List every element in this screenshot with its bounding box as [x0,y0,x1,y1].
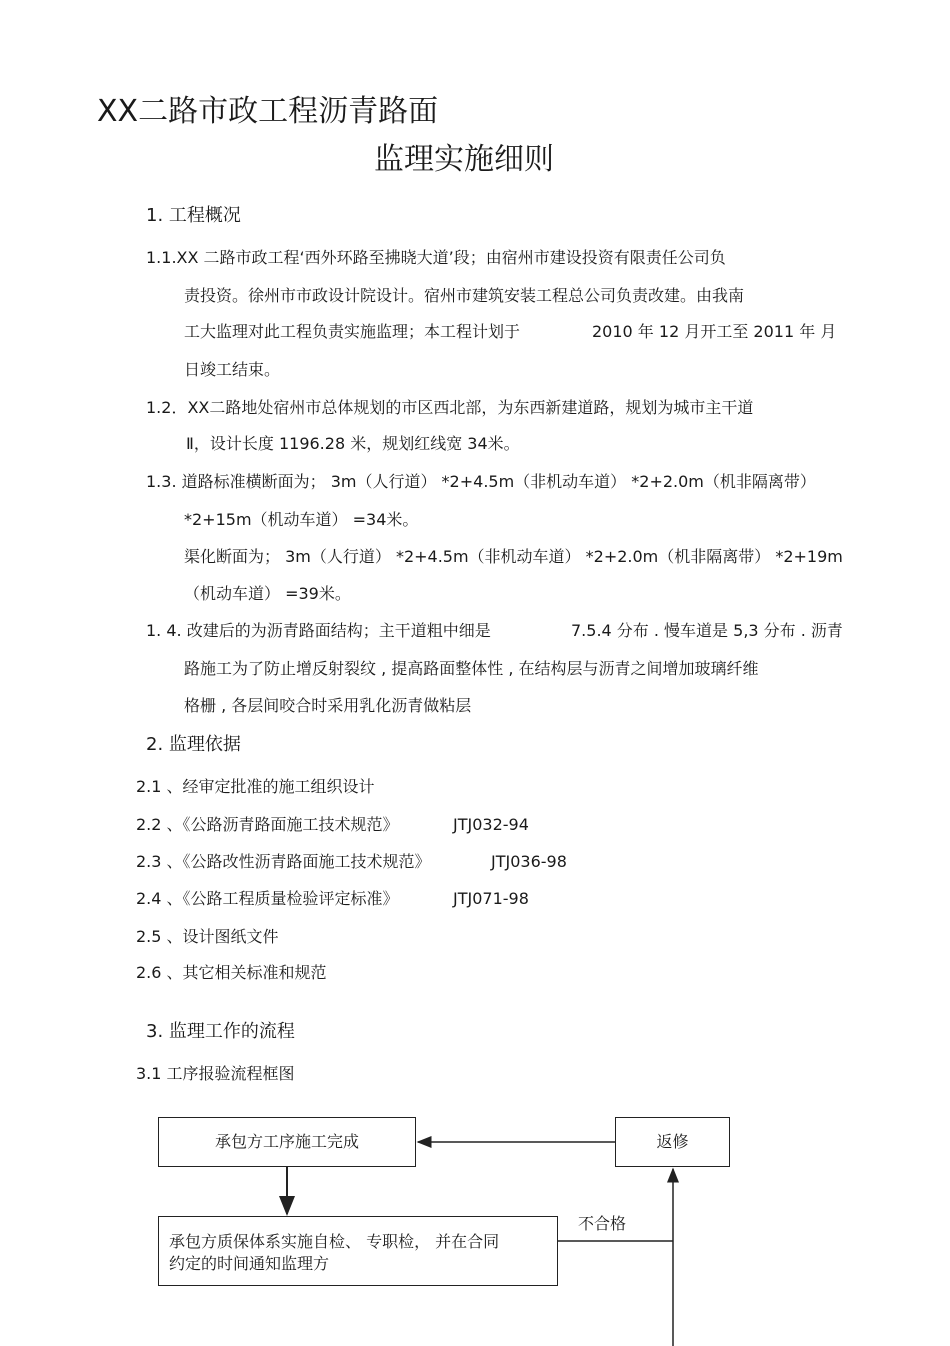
paragraph-1-3-line-4: （机动车道） =39米。 [184,584,351,603]
paragraph-1-2-line-2: Ⅱ，设计长度 1196.28 米，规划红线宽 34米。 [186,434,520,453]
basis-item-6: 2.6 、其它相关标准和规范 [136,963,327,982]
basis-item-4-code: JTJ071-98 [453,889,529,908]
paragraph-1-1-line-4: 日竣工结束。 [184,360,281,379]
basis-item-5: 2.5 、设计图纸文件 [136,927,279,946]
basis-item-3: 2.3 、《公路改性沥青路面施工技术规范》 [136,852,431,871]
paragraph-1-4-line-1-values: 7.5.4 分布 . 慢车道是 5,3 分布 . 沥青 [571,621,843,640]
basis-item-2: 2.2 、《公路沥青路面施工技术规范》 [136,815,399,834]
page-title: XX二路市政工程沥青路面 [97,94,439,129]
paragraph-1-1-line-3: 工大监理对此工程负责实施监理；本工程计划于 [184,322,521,341]
paragraph-1-4-line-2: 路施工为了防止增反射裂纹 , 提高路面整体性 , 在结构层与沥青之间增加玻璃纤维 [184,659,759,678]
section-3-heading: 3. 监理工作的流程 [146,1021,295,1042]
flow-box-repair-label: 返修 [656,1132,689,1151]
paragraph-1-4-line-3: 格栅 , 各层间咬合时采用乳化沥青做粘层 [184,696,472,715]
paragraph-1-2-line-1: 1.2．XX二路地处宿州市总体规划的市区西北部，为东西新建道路，规划为城市主干道 [146,398,754,417]
paragraph-1-3-line-1: 1.3. 道路标准横断面为； 3m（人行道） *2+4.5m（非机动车道） *2+2.0m（机非隔离带） [146,472,816,491]
paragraph-1-3-line-2: *2+15m（机动车道） =34米。 [184,510,419,529]
basis-item-2-code: JTJ032-94 [453,815,529,834]
flow-box-self-inspection-line-1: 承包方质保体系实施自检、 专职检， 并在合同 [169,1232,500,1251]
paragraph-1-4-line-1: 1. 4. 改建后的为沥青路面结构；主干道粗中细是 [146,621,491,640]
paragraph-1-1-line-2: 责投资。徐州市市政设计院设计。宿州市建筑安装工程总公司负责改建。由我南 [184,286,745,305]
section-3-1-heading: 3.1 工序报验流程框图 [136,1064,295,1083]
flow-box-self-inspection-line-2: 约定的时间通知监理方 [169,1254,330,1273]
flow-box-construction-complete-label: 承包方工序施工完成 [214,1132,359,1151]
basis-item-3-code: JTJ036-98 [491,852,567,871]
basis-item-1: 2.1 、经审定批准的施工组织设计 [136,777,375,796]
flow-label-fail: 不合格 [578,1214,627,1233]
paragraph-1-1-line-3-dates: 2010 年 12 月开工至 2011 年 月 [592,322,837,341]
section-2-heading: 2. 监理依据 [146,734,241,755]
basis-item-4: 2.4 、《公路工程质量检验评定标准》 [136,889,399,908]
paragraph-1-3-line-3: 渠化断面为； 3m（人行道） *2+4.5m（非机动车道） *2+2.0m（机非隔离带） *2+19m [184,547,843,566]
section-1-heading: 1. 工程概况 [146,205,241,226]
paragraph-1-1-line-1: 1.1.XX 二路市政工程‘西外环路至拂晓大道’段；由宿州市建设投资有限责任公司负 [146,248,726,267]
page-subtitle: 监理实施细则 [374,142,554,177]
